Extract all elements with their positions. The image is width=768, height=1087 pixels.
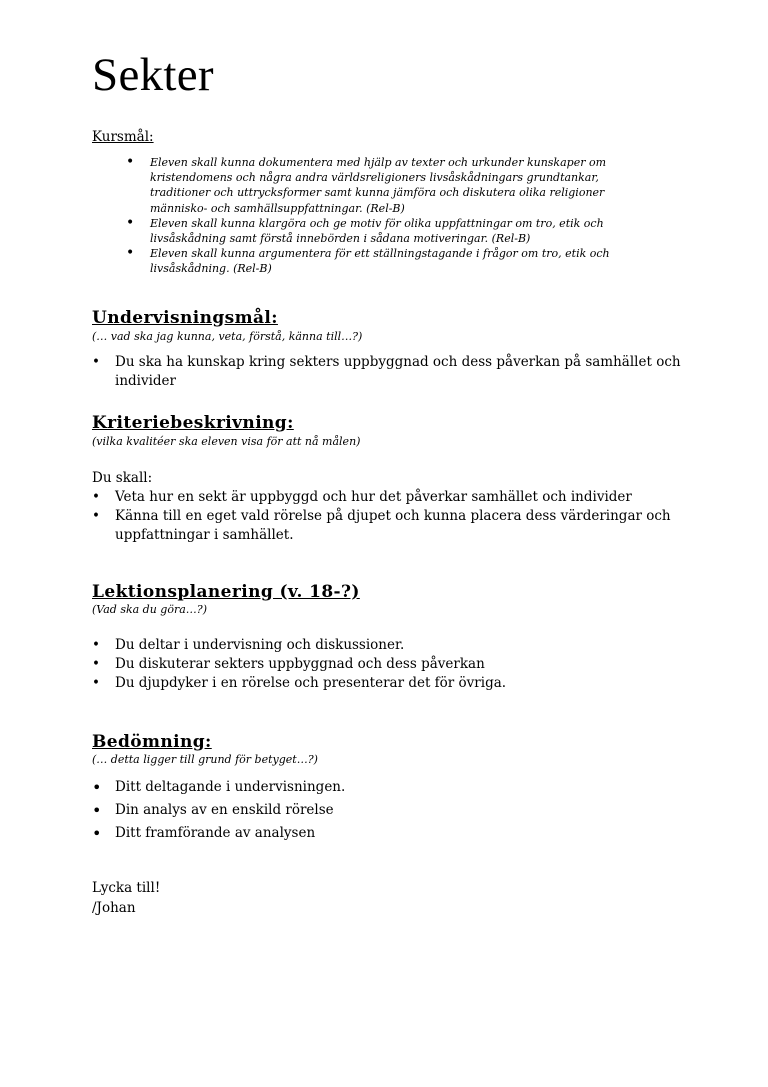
undervisningsmal-heading: Undervisningsmål: [92, 308, 278, 328]
kriteriebeskrivning-intro: Du skall: [92, 470, 153, 486]
bullet-icon: • [92, 824, 102, 843]
bullet-icon: • [92, 637, 100, 653]
bullet-icon: • [92, 675, 100, 691]
lektionsplanering-heading: Lektionsplanering (v. 18-?) [92, 582, 360, 602]
list-item-text: Ditt framförande av analysen [115, 825, 316, 841]
bullet-icon: • [126, 154, 135, 170]
kriteriebeskrivning-subtitle: (vilka kvalitéer ska eleven visa för att nå målen) [92, 435, 361, 448]
bedomning-list [92, 776, 692, 845]
kursmal-item [124, 216, 644, 246]
kriteriebeskrivning-list [92, 488, 682, 545]
list-item-text: Veta hur en sekt är uppbyggd och hur det påverkar samhället och individer [115, 489, 632, 505]
kursmal-item-text: Eleven skall kunna dokumentera med hjälp av texter och urkunder kunskaper om kristendomens och några andra världsreligioners livsåskådningars grundtankar, traditioner och uttrycksformer samt kunna jämföra och diskutera olika religioner människo- och samhällsuppfattningar. (Rel-B) [150, 156, 607, 215]
undervisningsmal-subtitle: (… vad ska jag kunna, veta, förstå, känna till…?) [92, 330, 363, 343]
list-item [92, 655, 692, 674]
kursmal-item [124, 155, 644, 216]
bullet-icon: • [126, 245, 135, 262]
list-item-text: Du diskuterar sekters uppbyggnad och dess påverkan [115, 656, 485, 672]
list-item [92, 822, 692, 845]
kursmal-list [124, 155, 644, 277]
closing-signature: /Johan [92, 900, 136, 916]
lektionsplanering-list [92, 636, 692, 693]
bullet-icon: • [92, 508, 100, 524]
kursmal-item-text: Eleven skall kunna argumentera för ett ställningstagande i frågor om tro, etik och livsåskådning. (Rel-B) [150, 247, 610, 276]
undervisningsmal-list [92, 353, 692, 391]
list-item [92, 636, 692, 655]
list-item-text: Du ska ha kunskap kring sekters uppbyggnad och dess påverkan på samhället och individer [115, 354, 681, 389]
bullet-icon: • [92, 354, 100, 370]
kursmal-item-text: Eleven skall kunna klargöra och ge motiv för olika uppfattningar om tro, etik och livsåskådning samt förstå innebörden i sådana motiveringar. (Rel-B) [150, 216, 604, 246]
bedomning-heading: Bedömning: [92, 732, 212, 752]
closing-greeting: Lycka till! [92, 880, 161, 896]
kursmal-item [124, 246, 644, 276]
page-title: Sekter [92, 49, 214, 101]
bullet-icon: • [92, 801, 102, 820]
list-item-text: Känna till en eget vald rörelse på djupet och kunna placera dess värderingar och uppfattningar i samhället. [115, 508, 671, 543]
list-item [92, 488, 682, 507]
list-item-text: Din analys av en enskild rörelse [115, 802, 334, 818]
bullet-icon: • [126, 214, 135, 231]
list-item [92, 799, 692, 822]
bullet-icon: • [92, 656, 100, 672]
kriteriebeskrivning-heading: Kriteriebeskrivning: [92, 413, 294, 433]
list-item-text: Ditt deltagande i undervisningen. [115, 779, 346, 795]
list-item [92, 507, 682, 545]
list-item [92, 776, 692, 799]
bullet-icon: • [92, 778, 102, 797]
list-item [92, 674, 692, 693]
bedomning-subtitle: (… detta ligger till grund för betyget…?) [92, 753, 318, 766]
bullet-icon: • [92, 489, 100, 505]
list-item-text: Du djupdyker i en rörelse och presenterar det för övriga. [115, 675, 507, 691]
lektionsplanering-subtitle: (Vad ska du göra…?) [92, 603, 207, 616]
list-item-text: Du deltar i undervisning och diskussioner. [115, 637, 405, 653]
kursmal-label: Kursmål: [92, 129, 154, 145]
list-item [92, 353, 692, 391]
